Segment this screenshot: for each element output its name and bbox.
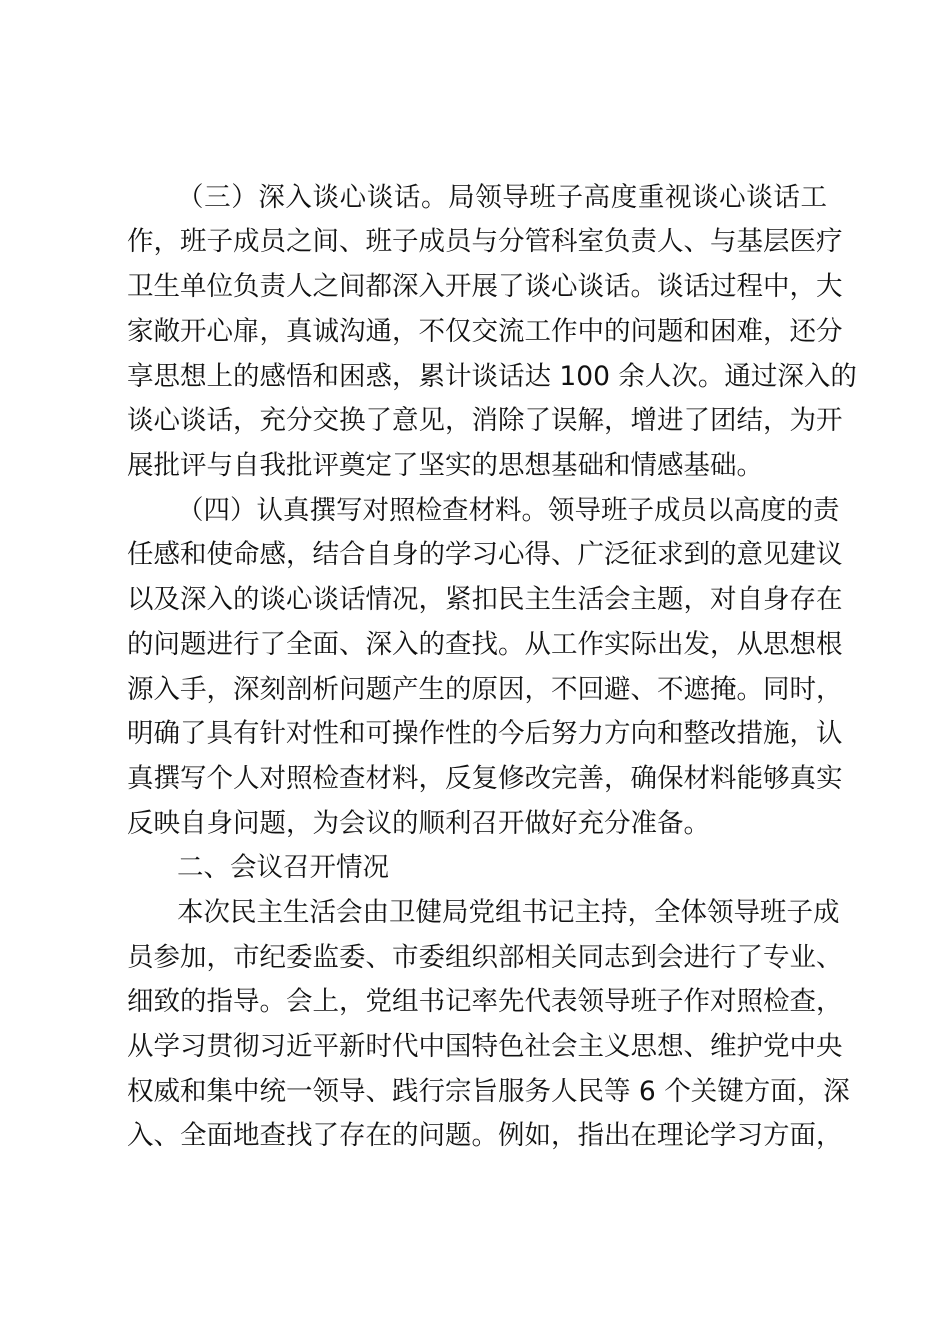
text-line: 细致的指导。会上，党组书记率先代表领导班子作对照检查， — [127, 986, 843, 1017]
text-line: 谈心谈话，充分交换了意见，消除了误解，增进了团结，为开 — [127, 405, 843, 436]
text-line: 享思想上的感悟和困惑，累计谈话达 100 余人次。通过深入的 — [127, 361, 857, 392]
text-line: 作，班子成员之间、班子成员与分管科室负责人、与基层医疗 — [127, 226, 843, 257]
text-line: （四）认真撰写对照检查材料。领导班子成员以高度的责 — [177, 495, 840, 526]
text-line: 展批评与自我批评奠定了坚实的思想基础和情感基础。 — [127, 450, 763, 481]
text-line: 的问题进行了全面、深入的查找。从工作实际出发，从思想根 — [127, 629, 843, 660]
text-line: 家敞开心扉，真诚沟通，不仅交流工作中的问题和困难，还分 — [127, 316, 843, 347]
text-line: 员参加，市纪委监委、市委组织部相关同志到会进行了专业、 — [127, 942, 843, 973]
text-line: 本次民主生活会由卫健局党组书记主持，全体领导班子成 — [177, 897, 840, 928]
text-line: 明确了具有针对性和可操作性的今后努力方向和整改措施，认 — [127, 718, 843, 749]
text-line: （三）深入谈心谈话。局领导班子高度重视谈心谈话工 — [177, 182, 827, 213]
section-heading: 二、会议召开情况 — [177, 852, 389, 883]
text-line: 真撰写个人对照检查材料，反复修改完善，确保材料能够真实 — [127, 763, 843, 794]
text-line: 从学习贯彻习近平新时代中国特色社会主义思想、维护党中央 — [127, 1031, 843, 1062]
text-line: 以及深入的谈心谈话情况，紧扣民主生活会主题，对自身存在 — [127, 584, 843, 615]
text-line: 入、全面地查找了存在的问题。例如，指出在理论学习方面， — [127, 1120, 843, 1151]
text-line: 任感和使命感，结合自身的学习心得、广泛征求到的意见建议 — [127, 539, 843, 570]
text-line: 反映自身问题，为会议的顺利召开做好充分准备。 — [127, 808, 710, 839]
text-line: 卫生单位负责人之间都深入开展了谈心谈话。谈话过程中，大 — [127, 271, 843, 302]
text-line: 权威和集中统一领导、践行宗旨服务人民等 6 个关键方面，深 — [127, 1076, 850, 1107]
text-line: 源入手，深刻剖析问题产生的原因，不回避、不遮掩。同时， — [127, 674, 843, 705]
